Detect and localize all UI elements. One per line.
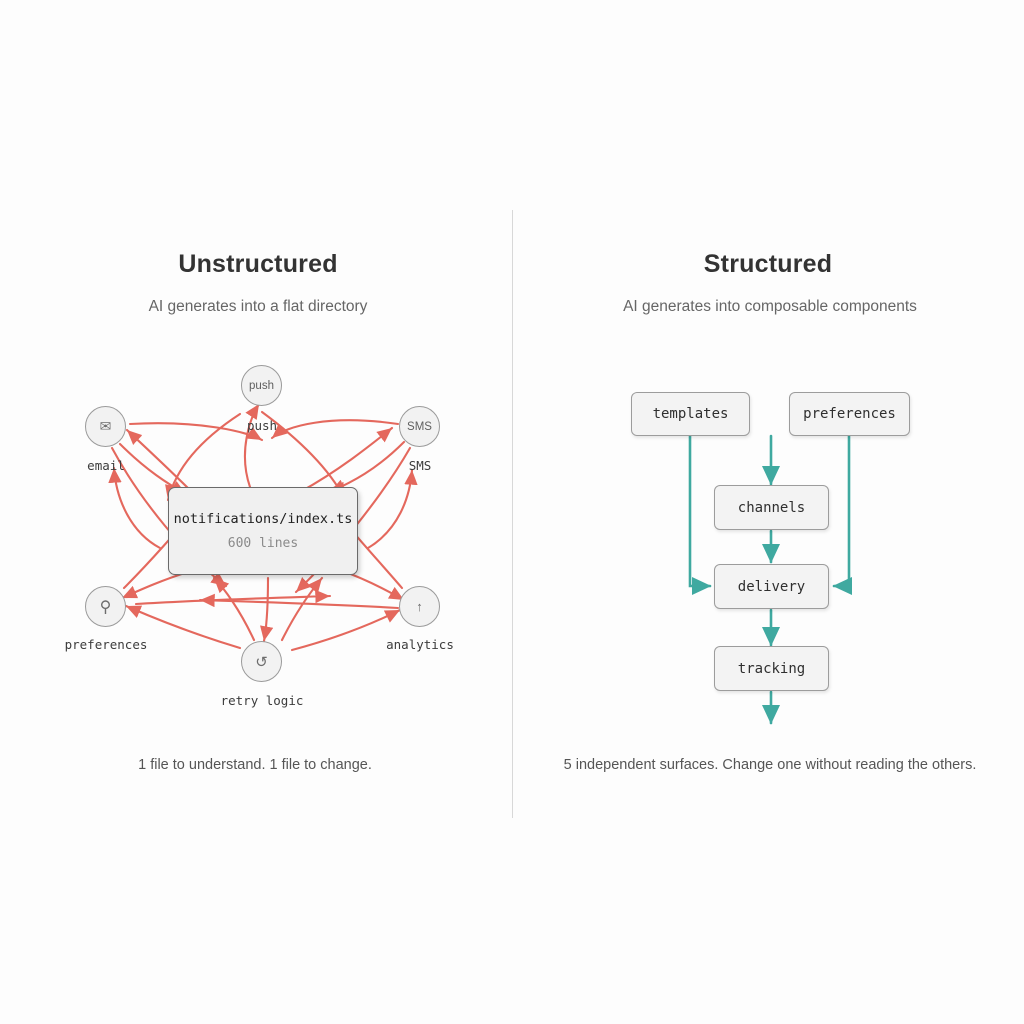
node-push[interactable] (241, 365, 282, 406)
node-label-analytics: analytics (386, 637, 454, 652)
box-channels-label: channels (737, 499, 806, 516)
left-panel-title: Unstructured (178, 250, 338, 278)
panel-divider (512, 210, 513, 818)
node-retry-logic[interactable] (241, 641, 282, 682)
right-panel-title: Structured (703, 250, 833, 278)
hub-file-card[interactable] (168, 487, 358, 575)
box-channels[interactable] (714, 485, 829, 530)
hub-file-name: notifications/index.ts (173, 511, 353, 527)
box-templates[interactable] (631, 392, 750, 436)
box-delivery[interactable] (714, 564, 829, 609)
hub-file-lines: 600 lines (227, 536, 299, 551)
magnifier-icon: ⚲ (99, 598, 112, 616)
node-label-preferences: preferences (64, 637, 148, 652)
right-panel-footer: 5 independent surfaces. Change one without reading the others. (563, 757, 977, 773)
node-label-retry-logic: retry logic (220, 693, 304, 708)
node-email[interactable] (85, 406, 126, 447)
box-delivery-label: delivery (737, 578, 806, 595)
box-tracking[interactable] (714, 646, 829, 691)
node-sms[interactable] (399, 406, 440, 447)
left-panel-subtitle: AI generates into a flat directory (148, 298, 368, 315)
right-panel-subtitle: AI generates into composable components (623, 298, 917, 315)
box-preferences-label: preferences (803, 406, 896, 422)
box-tracking-label: tracking (737, 660, 806, 677)
upload-box-icon: ↑ (416, 599, 423, 614)
node-label-push-inner: push (246, 418, 278, 433)
node-label-email: email (87, 458, 125, 473)
node-preferences[interactable] (85, 586, 126, 627)
envelope-icon: ✉ (99, 418, 112, 434)
node-analytics[interactable] (399, 586, 440, 627)
node-label-sms: SMS (408, 458, 432, 473)
box-templates-label: templates (652, 406, 729, 422)
retry-icon: ↺ (255, 653, 268, 671)
node-push-glyph: push (249, 379, 274, 392)
box-preferences[interactable] (789, 392, 910, 436)
node-sms-glyph: SMS (407, 420, 432, 433)
left-panel-footer: 1 file to understand. 1 file to change. (138, 757, 372, 773)
